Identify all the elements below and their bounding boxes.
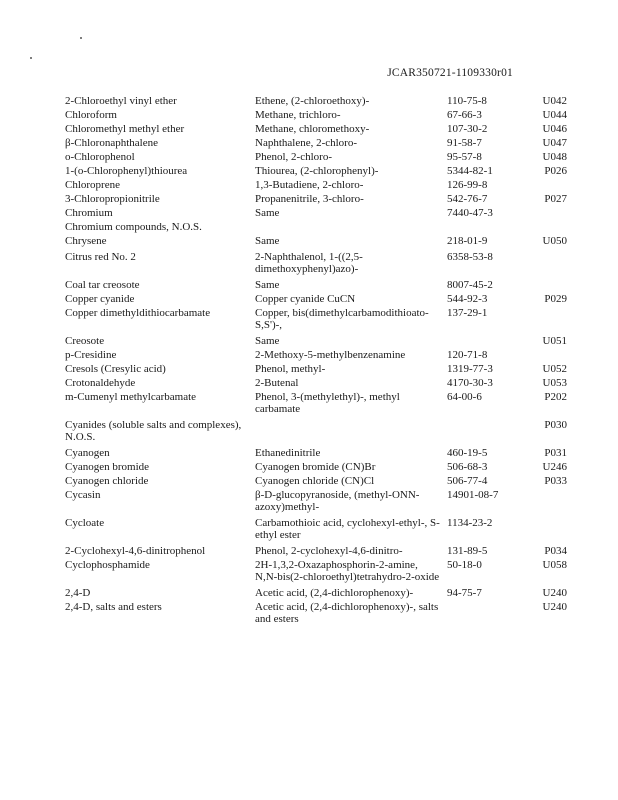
waste-code-cell: P026 xyxy=(544,165,567,177)
chemical-name-cell: Chromium compounds, N.O.S. xyxy=(65,221,202,233)
waste-code-cell: U240 xyxy=(542,587,567,599)
waste-code-cell: U044 xyxy=(542,109,567,121)
synonym-cell: Ethene, (2-chloroethoxy)- xyxy=(255,95,370,107)
chemical-name-cell: Creosote xyxy=(65,335,105,347)
table-row xyxy=(65,545,570,557)
cas-number-cell: 4170-30-3 xyxy=(447,377,493,389)
cas-number-cell: 7440-47-3 xyxy=(447,207,493,219)
waste-code-cell xyxy=(527,489,567,513)
waste-code-cell: P030 xyxy=(544,419,567,431)
waste-code-cell: U047 xyxy=(542,137,567,149)
synonym-cell: Methane, trichloro- xyxy=(255,109,341,121)
table-row xyxy=(65,235,570,247)
waste-code-cell: U050 xyxy=(542,235,567,247)
chemical-list-table xyxy=(65,95,570,627)
waste-code-cell: U051 xyxy=(542,335,567,347)
table-row xyxy=(65,447,570,459)
waste-code-cell: P033 xyxy=(544,475,567,487)
table-row xyxy=(65,207,570,219)
chemical-name-cell: 2,4-D, salts and esters xyxy=(65,601,162,613)
synonym-cell: β-D-glucopyranoside, (methyl-ONN-azoxy)methyl- xyxy=(255,489,420,513)
chemical-name-cell: Cyanogen chloride xyxy=(65,475,149,487)
table-row xyxy=(65,221,570,233)
table-row xyxy=(65,349,570,361)
cas-number-cell xyxy=(447,221,527,233)
table-row xyxy=(65,251,570,275)
synonym-cell: Thiourea, (2-chlorophenyl)- xyxy=(255,165,379,177)
waste-code-cell: P027 xyxy=(544,193,567,205)
chemical-name-cell: Cycasin xyxy=(65,489,101,501)
table-row xyxy=(65,109,570,121)
synonym-cell: Copper, bis(dimethylcarbamodithioato-S,S')-, xyxy=(255,307,429,331)
synonym-cell: Phenol, 2-cyclohexyl-4,6-dinitro- xyxy=(255,545,403,557)
table-row xyxy=(65,307,570,331)
table-row xyxy=(65,335,570,347)
cas-number-cell: 120-71-8 xyxy=(447,349,488,361)
cas-number-cell xyxy=(447,335,527,347)
chemical-name-cell: Cyanogen xyxy=(65,447,110,459)
cas-number-cell xyxy=(447,419,527,443)
cas-number-cell: 137-29-1 xyxy=(447,307,488,319)
document-id: JCAR350721-1109330r01 xyxy=(387,67,513,79)
table-row xyxy=(65,293,570,305)
waste-code-cell: U052 xyxy=(542,363,567,375)
waste-code-cell: U058 xyxy=(542,559,567,571)
cas-number-cell: 107-30-2 xyxy=(447,123,488,135)
table-row xyxy=(65,123,570,135)
chemical-name-cell: Cyclophosphamide xyxy=(65,559,150,571)
table-row xyxy=(65,587,570,599)
synonym-cell: Same xyxy=(255,207,280,219)
table-row xyxy=(65,193,570,205)
cas-number-cell: 506-77-4 xyxy=(447,475,488,487)
cas-number-cell: 126-99-8 xyxy=(447,179,488,191)
table-row xyxy=(65,475,570,487)
waste-code-cell: P202 xyxy=(544,391,567,403)
cas-number-cell: 64-00-6 xyxy=(447,391,482,403)
chemical-name-cell: Chromium xyxy=(65,207,113,219)
table-row xyxy=(65,95,570,107)
synonym-cell: Acetic acid, (2,4-dichlorophenoxy)-, salts and esters xyxy=(255,601,439,625)
chemical-name-cell: Copper cyanide xyxy=(65,293,135,305)
synonym-cell xyxy=(255,419,447,443)
table-row xyxy=(65,137,570,149)
table-row xyxy=(65,363,570,375)
table-row xyxy=(65,165,570,177)
waste-code-cell: P034 xyxy=(544,545,567,557)
chemical-name-cell: o-Chlorophenol xyxy=(65,151,135,163)
chemical-name-cell: Chloroform xyxy=(65,109,117,121)
chemical-name-cell: Chloromethyl methyl ether xyxy=(65,123,185,135)
chemical-name-cell: Cyanogen bromide xyxy=(65,461,150,473)
scan-speck xyxy=(80,37,82,39)
chemical-name-cell: 2-Cyclohexyl-4,6-dinitrophenol xyxy=(65,545,206,557)
chemical-name-cell: 2,4-D xyxy=(65,587,91,599)
cas-number-cell: 131-89-5 xyxy=(447,545,488,557)
synonym-cell: Phenol, 2-chloro- xyxy=(255,151,332,163)
synonym-cell: Naphthalene, 2-chloro- xyxy=(255,137,358,149)
synonym-cell: Same xyxy=(255,335,280,347)
chemical-name-cell: Coal tar creosote xyxy=(65,279,140,291)
synonym-cell: 2-Methoxy-5-methylbenzenamine xyxy=(255,349,406,361)
cas-number-cell: 506-68-3 xyxy=(447,461,488,473)
waste-code-cell: U053 xyxy=(542,377,567,389)
chemical-name-cell: Citrus red No. 2 xyxy=(65,251,136,263)
waste-code-cell: U240 xyxy=(542,601,567,613)
cas-number-cell: 218-01-9 xyxy=(447,235,488,247)
synonym-cell: 2-Butenal xyxy=(255,377,299,389)
chemical-name-cell: Cresols (Cresylic acid) xyxy=(65,363,166,375)
chemical-name-cell: 2-Chloroethyl vinyl ether xyxy=(65,95,177,107)
synonym-cell: Phenol, methyl- xyxy=(255,363,326,375)
synonym-cell: Cyanogen chloride (CN)Cl xyxy=(255,475,375,487)
waste-code-cell xyxy=(527,179,567,191)
synonym-cell: Phenol, 3-(methylethyl)-, methyl carbamate xyxy=(255,391,400,415)
synonym-cell: 1,3-Butadiene, 2-chloro- xyxy=(255,179,364,191)
chemical-name-cell: 1-(o-Chlorophenyl)thiourea xyxy=(65,165,188,177)
waste-code-cell xyxy=(527,307,567,331)
cas-number-cell: 110-75-8 xyxy=(447,95,487,107)
table-row xyxy=(65,601,570,625)
chemical-name-cell: Chloroprene xyxy=(65,179,120,191)
waste-code-cell xyxy=(527,279,567,291)
synonym-cell xyxy=(255,221,447,233)
waste-code-cell xyxy=(527,221,567,233)
cas-number-cell: 67-66-3 xyxy=(447,109,482,121)
cas-number-cell xyxy=(447,601,527,625)
chemical-name-cell: β-Chloronaphthalene xyxy=(65,137,158,149)
waste-code-cell xyxy=(527,207,567,219)
table-row xyxy=(65,461,570,473)
waste-code-cell xyxy=(527,349,567,361)
cas-number-cell: 1319-77-3 xyxy=(447,363,493,375)
chemical-name-cell: Copper dimethyldithiocarbamate xyxy=(65,307,211,319)
table-row xyxy=(65,559,570,583)
table-row xyxy=(65,377,570,389)
synonym-cell: Acetic acid, (2,4-dichlorophenoxy)- xyxy=(255,587,414,599)
waste-code-cell xyxy=(527,517,567,541)
table-row xyxy=(65,419,570,443)
cas-number-cell: 1134-23-2 xyxy=(447,517,493,529)
waste-code-cell: U048 xyxy=(542,151,567,163)
synonym-cell: Propanenitrile, 3-chloro- xyxy=(255,193,364,205)
waste-code-cell: U246 xyxy=(542,461,567,473)
cas-number-cell: 6358-53-8 xyxy=(447,251,493,263)
synonym-cell: Methane, chloromethoxy- xyxy=(255,123,370,135)
synonym-cell: Copper cyanide CuCN xyxy=(255,293,356,305)
table-row xyxy=(65,391,570,415)
table-row xyxy=(65,279,570,291)
synonym-cell: Same xyxy=(255,235,280,247)
table-row xyxy=(65,179,570,191)
scan-speck xyxy=(30,57,32,59)
synonym-cell: Cyanogen bromide (CN)Br xyxy=(255,461,376,473)
synonym-cell: Same xyxy=(255,279,280,291)
cas-number-cell: 50-18-0 xyxy=(447,559,482,571)
cas-number-cell: 94-75-7 xyxy=(447,587,482,599)
synonym-cell: Ethanedinitrile xyxy=(255,447,321,459)
waste-code-cell: U046 xyxy=(542,123,567,135)
waste-code-cell: P031 xyxy=(544,447,567,459)
waste-code-cell: P029 xyxy=(544,293,567,305)
cas-number-cell: 5344-82-1 xyxy=(447,165,493,177)
table-row xyxy=(65,489,570,513)
chemical-name-cell: p-Cresidine xyxy=(65,349,117,361)
cas-number-cell: 460-19-5 xyxy=(447,447,488,459)
waste-code-cell xyxy=(527,251,567,275)
cas-number-cell: 14901-08-7 xyxy=(447,489,499,501)
cas-number-cell: 544-92-3 xyxy=(447,293,488,305)
chemical-name-cell: 3-Chloropropionitrile xyxy=(65,193,160,205)
synonym-cell: 2H-1,3,2-Oxazaphosphorin-2-amine, N,N-bis(2-chloroethyl)tetrahydro-2-oxide xyxy=(255,559,440,583)
waste-code-cell: U042 xyxy=(542,95,567,107)
cas-number-cell: 91-58-7 xyxy=(447,137,482,149)
chemical-name-cell: Chrysene xyxy=(65,235,107,247)
chemical-name-cell: Cyanides (soluble salts and complexes), N.O.S. xyxy=(65,419,242,443)
synonym-cell: Carbamothioic acid, cyclohexyl-ethyl-, S-ethyl ester xyxy=(255,517,440,541)
cas-number-cell: 95-57-8 xyxy=(447,151,482,163)
table-row xyxy=(65,517,570,541)
cas-number-cell: 542-76-7 xyxy=(447,193,488,205)
chemical-name-cell: Crotonaldehyde xyxy=(65,377,136,389)
cas-number-cell: 8007-45-2 xyxy=(447,279,493,291)
chemical-name-cell: Cycloate xyxy=(65,517,105,529)
table-row xyxy=(65,151,570,163)
synonym-cell: 2-Naphthalenol, 1-((2,5-dimethoxyphenyl)azo)- xyxy=(255,251,363,275)
chemical-name-cell: m-Cumenyl methylcarbamate xyxy=(65,391,197,403)
